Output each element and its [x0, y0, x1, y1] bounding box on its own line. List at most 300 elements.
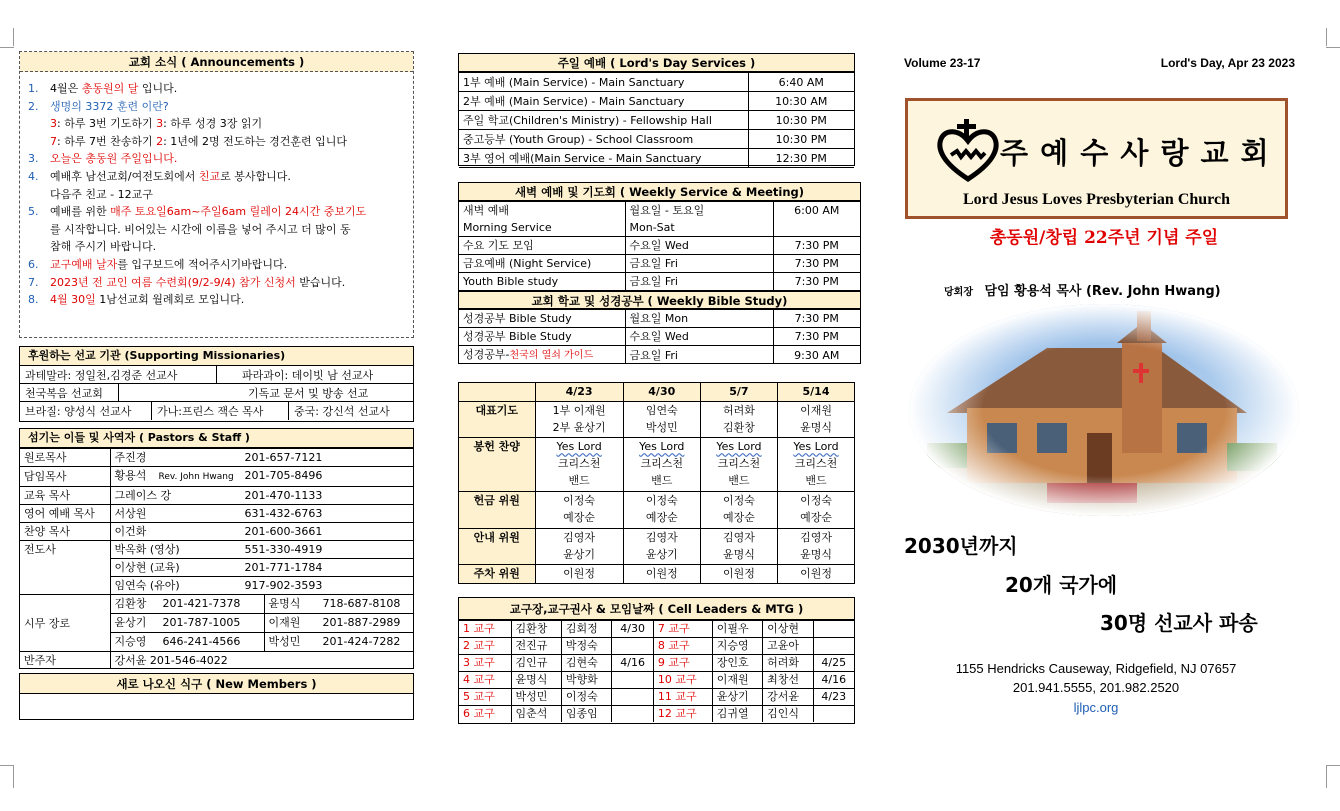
announcement-text: : 하루 7번 찬송하기 [57, 134, 157, 148]
cell-number: 10 교구 [653, 672, 712, 689]
service-name: 2부 예배 (Main Service) - Main Sanctuary [459, 92, 748, 111]
service-row [459, 92, 854, 111]
staff-row [20, 505, 413, 523]
duty-name: 이정숙 [645, 494, 678, 508]
vision-line-2: 20개 국가에 [1005, 573, 1118, 597]
staff-role: 원로목사 [20, 449, 110, 467]
cells-box [458, 597, 855, 724]
elder-name: 윤상기 [114, 616, 147, 629]
announcement-number: 1. [28, 82, 39, 95]
service-time: 6:40 AM [748, 73, 854, 92]
duty-name: 김영자 [645, 530, 678, 544]
weekly-day: 월요일 - 토요일 [625, 202, 773, 220]
duty-date: 4/30 [623, 383, 700, 401]
staff-row [20, 467, 413, 487]
service-row [459, 149, 854, 168]
bible-row [459, 328, 860, 346]
logo-korean-text: 주 예 수 사 랑 교 회 [1000, 136, 1270, 170]
duty-name: 예장순 [722, 511, 755, 525]
cell-leader: 박정숙 [561, 638, 611, 655]
service-name: 주일 학교(Children's Ministry) - Fellowship Hall [459, 111, 748, 130]
staff-name: 황용석 [114, 469, 147, 482]
elder-phone: 201-424-7282 [322, 635, 401, 648]
duty-name: 크리스천 [794, 457, 838, 471]
vision-line-3: 30명 선교사 파송 [1100, 611, 1258, 635]
staff-name: 서상원 [114, 507, 147, 520]
cell-meeting-date: 4/23 [813, 689, 854, 706]
weekly-table [459, 201, 860, 291]
cell-leader: 이정숙 [561, 689, 611, 706]
bible-time: 7:30 PM [773, 310, 860, 328]
duty-name: 김환창 [722, 420, 755, 434]
weekly-name: Morning Service [459, 219, 625, 237]
elder-entry [110, 614, 413, 633]
announcement-text: 오늘은 총동원 주일입니다. [50, 152, 178, 166]
announcement-item [20, 291, 413, 309]
staff-role: 찬양 목사 [20, 523, 110, 541]
elder-name: 지승영 [114, 635, 147, 648]
duty-date: 5/14 [778, 383, 854, 401]
cell-meeting-date [612, 638, 654, 655]
duty-cell [778, 492, 854, 528]
missionary-literature: 기독교 문서 및 방송 선교 [248, 387, 369, 400]
duty-box [458, 382, 855, 584]
duty-name: 크리스천 [557, 457, 601, 471]
duty-name: 크리스천 [640, 457, 684, 471]
announcement-item [20, 256, 413, 274]
announcement-text: 1남선교회 월례회로 모입니다. [95, 293, 245, 307]
elder-name: 박성민 [268, 635, 301, 648]
announcement-number: 8. [28, 293, 39, 307]
announcement-text: : 하루 성경 3장 읽기 [163, 117, 263, 131]
lords-day-table [459, 72, 854, 168]
announcement-text: 3 [156, 117, 164, 131]
cell-leader: 김인규 [511, 655, 561, 672]
weekly-title: 새벽 예배 및 기도회 ( Weekly Service & Meeting) [459, 183, 860, 201]
duty-name: 이원정 [800, 567, 832, 581]
announcement-number: 5. [28, 205, 39, 219]
staff-phone: 201-470-1133 [244, 489, 323, 502]
cell-leader: 김현숙 [561, 655, 611, 672]
cell-meeting-date: 4/25 [813, 655, 854, 672]
cell-number: 2 교구 [459, 638, 511, 655]
duty-name: 김영자 [800, 530, 832, 544]
announcement-item [20, 98, 413, 116]
staff-table [20, 448, 413, 669]
weekly-box [458, 182, 861, 364]
elder-phone: 646-241-4566 [162, 635, 241, 648]
staff-box [19, 428, 414, 669]
bible-time: 7:30 PM [773, 328, 860, 346]
cell-row [459, 672, 854, 689]
sexton-row [20, 652, 413, 670]
announcement-text: 4월 30일 [50, 293, 96, 307]
duty-cell [535, 492, 623, 528]
cell-leader: 윤상기 [712, 689, 762, 706]
logo-english-name: Lord Jesus Loves Presbyterian Church [963, 191, 1230, 208]
missionaries-title: 후원하는 선교 기관 (Supporting Missionaries) [20, 347, 413, 366]
announcement-text: 2023년 전 교인 여름 수련회(9/2-9/4) 참가 신청서 [50, 275, 296, 289]
announcement-text: 매주 토요일6am~주일6am 릴레이 24시간 중보기도 [110, 205, 367, 219]
cells-title: 교구장,교구권사 & 모임날짜 ( Cell Leaders & MTG ) [459, 598, 854, 620]
duty-name: 이원정 [563, 567, 596, 581]
weekly-row [459, 202, 860, 220]
church-address: 1155 Hendricks Causeway, Ridgefield, NJ 07657 [955, 661, 1237, 676]
evangelist-entry [110, 541, 413, 559]
bible-study-title: 교회 학교 및 성경공부 ( Weekly Bible Study) [459, 291, 860, 309]
heart-cross-logo-icon [933, 117, 1003, 189]
service-name: 중고등부 (Youth Group) - School Classroom [459, 130, 748, 149]
staff-title: 섬기는 이들 및 사역자 ( Pastors & Staff ) [20, 429, 413, 448]
missionaries-box [19, 346, 414, 422]
duty-date: 4/23 [535, 383, 623, 401]
evangelist-phone: 551-330-4919 [244, 543, 323, 556]
staff-phone: 631-432-6763 [244, 507, 323, 520]
staff-entry [110, 523, 413, 541]
announcement-text: 받습니다. [295, 275, 346, 289]
cell-number: 7 교구 [653, 621, 712, 638]
announcement-item [20, 203, 413, 221]
pastor-line [944, 280, 1221, 299]
cell-number: 4 교구 [459, 672, 511, 689]
announcement-text: 예배를 위한 [50, 205, 111, 219]
anniversary-title: 총동원/창립 22주년 기념 주일 [989, 228, 1219, 248]
bible-name: 성경공부 Bible Study [459, 310, 625, 328]
duty-name: 1부 이재원 [552, 403, 606, 417]
duty-cell [623, 438, 700, 492]
duty-name: 김영자 [563, 530, 596, 544]
duty-name: 예장순 [645, 511, 678, 525]
new-members-title: 새로 나오신 식구 ( New Members ) [20, 674, 413, 694]
staff-name: 이건화 [114, 525, 147, 538]
elder-phone: 201-421-7378 [162, 597, 241, 610]
cell-meeting-date: 4/16 [813, 672, 854, 689]
evangelist-name: 박옥화 (영상) [114, 543, 180, 556]
bible-day: 수요일 Wed [625, 328, 773, 346]
duty-row [459, 401, 854, 437]
cell-meeting-date [813, 706, 854, 723]
bible-day: 금요일 Fri [625, 346, 773, 365]
cell-number: 3 교구 [459, 655, 511, 672]
announcement-text: 교구예배 날자 [50, 257, 118, 271]
duty-cell [623, 492, 700, 528]
duty-label: 봉헌 찬양 [459, 438, 535, 492]
lords-day-title: 주일 예배 ( Lord's Day Services ) [459, 54, 854, 72]
service-row [459, 111, 854, 130]
church-phone: 201.941.5555, 201.982.2520 [1012, 680, 1180, 695]
cell-leader: 김인식 [763, 706, 813, 723]
duty-row [459, 438, 854, 492]
cell-row [459, 706, 854, 723]
church-website-link[interactable]: ljlpc.org [1073, 700, 1119, 715]
duty-label: 주차 위원 [459, 565, 535, 583]
cell-leader: 김환창 [511, 621, 561, 638]
announcement-item [20, 274, 413, 292]
duty-header-row [459, 383, 854, 401]
announcement-text: 생명의 3372 훈련 이란? [50, 99, 169, 113]
duty-name: Yes Lord [793, 440, 839, 454]
staff-phone: 201-600-3661 [244, 525, 323, 538]
staff-entry [110, 467, 413, 487]
bible-row [459, 310, 860, 328]
duty-row [459, 528, 854, 564]
staff-name: 주진경 [114, 451, 147, 464]
announcement-text: 를 입구보드에 적어주시기바랍니다. [117, 257, 288, 271]
duty-name: Yes Lord [639, 440, 685, 454]
evangelist-phone: 917-902-3593 [244, 579, 323, 592]
announcements-box [19, 51, 414, 338]
announcement-number: 7. [28, 275, 39, 289]
elder-phone: 201-887-2989 [322, 616, 401, 629]
evangelist-name: 임연숙 (유아) [114, 579, 180, 592]
duty-date: 5/7 [700, 383, 777, 401]
duty-cell [778, 401, 854, 437]
cell-leader: 박성민 [511, 689, 561, 706]
sexton-entry: 강서윤 201-546-4022 [110, 652, 413, 670]
weekly-day: 금요일 Fri [625, 255, 773, 273]
service-name: 1부 예배 (Main Service) - Main Sanctuary [459, 73, 748, 92]
duty-name: 예장순 [563, 511, 596, 525]
date-label: Lord's Day, Apr 23 2023 [1160, 56, 1295, 70]
announcement-text: : 1년에 2명 전도하는 경건훈련 입니다 [163, 134, 348, 148]
elder-role: 시무 장로 [20, 595, 110, 652]
announcement-text: 로 봉사합니다. [220, 169, 291, 183]
duty-table [459, 383, 854, 583]
announcement-item [20, 133, 413, 151]
duty-name: Yes Lord [716, 440, 762, 454]
cell-row [459, 689, 854, 706]
evangelist-entry [110, 559, 413, 577]
service-time: 10:30 AM [748, 92, 854, 111]
cell-meeting-date: 4/16 [612, 655, 654, 672]
duty-name: 밴드 [728, 474, 750, 488]
cell-leader: 박향화 [561, 672, 611, 689]
weekly-time: 6:00 AM [773, 202, 860, 220]
staff-role: 담임목사 [20, 467, 110, 487]
cells-table [459, 620, 854, 722]
cell-meeting-date [813, 621, 854, 638]
missionary-guatemala: 과테말라: 정일천,김경준 선교사 [25, 369, 178, 382]
announcement-number: 6. [28, 257, 39, 271]
announcement-text: 다음주 친교 - 12교구 [50, 187, 153, 201]
weekly-day: 수요일 Wed [625, 237, 773, 255]
announcements-list [20, 72, 413, 309]
duty-row [459, 492, 854, 528]
weekly-time [773, 219, 860, 237]
bible-name-guide: 천국의 열쇠 가이드 [509, 350, 594, 361]
duty-cell [623, 401, 700, 437]
duty-cell [623, 528, 700, 564]
cell-meeting-date [612, 672, 654, 689]
duty-cell [535, 401, 623, 437]
weekly-row [459, 255, 860, 273]
announcement-number: 3. [28, 152, 39, 166]
cell-row [459, 621, 854, 638]
duty-cell [535, 565, 623, 583]
bible-row [459, 346, 860, 365]
pastor-name: 담임 황용석 목사 (Rev. John Hwang) [984, 284, 1221, 299]
cell-leader: 이재원 [712, 672, 762, 689]
announcement-item [20, 221, 413, 239]
announcement-text: 친교 [198, 169, 221, 183]
announcements-title: 교회 소식 ( Announcements ) [20, 52, 413, 72]
pastor-prefix: 당회장 [944, 287, 973, 298]
evangelist-entry [110, 577, 413, 595]
announcement-text: 참해 주시기 바랍니다. [50, 240, 157, 254]
duty-name: 밴드 [568, 474, 590, 488]
duty-label: 대표기도 [459, 401, 535, 437]
announcement-number: 2. [28, 99, 39, 113]
cell-leader: 허려화 [763, 655, 813, 672]
duty-cell [778, 528, 854, 564]
announcement-item [20, 150, 413, 168]
cell-number: 6 교구 [459, 706, 511, 723]
weekly-time: 7:30 PM [773, 255, 860, 273]
weekly-day: 금요일 Fri [625, 273, 773, 291]
elder-phone: 718-687-8108 [322, 597, 401, 610]
lords-day-box [458, 53, 855, 166]
staff-entry [110, 505, 413, 523]
cell-number: 5 교구 [459, 689, 511, 706]
missionary-china: 중국: 강신석 선교사 [294, 405, 390, 418]
evangelist-name: 이상현 (교육) [114, 561, 180, 574]
cell-meeting-date [612, 689, 654, 706]
service-row [459, 130, 854, 149]
cell-number: 1 교구 [459, 621, 511, 638]
weekly-time: 7:30 PM [773, 237, 860, 255]
church-photo [907, 303, 1301, 517]
duty-cell [700, 492, 777, 528]
duty-name: 윤명식 [800, 547, 832, 561]
duty-cell [700, 565, 777, 583]
cell-leader: 이필우 [712, 621, 762, 638]
staff-phone: 201-657-7121 [244, 451, 323, 464]
cell-leader: 이상현 [763, 621, 813, 638]
elder-name: 윤명식 [268, 597, 301, 610]
staff-row [20, 487, 413, 505]
service-time: 12:30 PM [748, 149, 854, 168]
duty-label: 헌금 위원 [459, 492, 535, 528]
duty-name: 이정숙 [800, 494, 832, 508]
weekly-name: 수요 기도 모임 [459, 237, 625, 255]
vision-line-1: 2030년까지 [904, 534, 1018, 558]
duty-name: 윤상기 [563, 547, 596, 561]
weekly-name: Youth Bible study [459, 273, 625, 291]
cell-leader: 지승영 [712, 638, 762, 655]
elder-entry [110, 595, 413, 614]
missionary-gospel: 천국복음 선교회 [25, 387, 103, 400]
duty-cell [778, 438, 854, 492]
announcement-text: 2 [156, 134, 164, 148]
missionary-brazil: 브라질: 양성식 선교사 [25, 405, 132, 418]
volume-label: Volume 23-17 [904, 56, 981, 70]
duty-name: 윤명식 [722, 547, 755, 561]
cell-leader: 김귀열 [712, 706, 762, 723]
cell-meeting-date [813, 638, 854, 655]
bible-study-table [459, 309, 860, 364]
duty-cell [778, 565, 854, 583]
elder-name: 이재원 [268, 616, 301, 629]
duty-name: 예장순 [800, 511, 832, 525]
duty-name: 2부 윤상기 [552, 420, 606, 434]
staff-name: 그레이스 강 [114, 489, 172, 502]
evangelist-phone: 201-771-1784 [244, 561, 323, 574]
staff-row [20, 449, 413, 467]
announcement-text: 3 [50, 117, 57, 131]
weekly-time: 7:30 PM [773, 273, 860, 291]
cell-row [459, 638, 854, 655]
duty-name: 크리스천 [717, 457, 761, 471]
staff-entry [110, 449, 413, 467]
announcement-text: 4월은 [50, 82, 82, 95]
weekly-name: 새벽 예배 [459, 202, 625, 220]
duty-name: 이원정 [645, 567, 678, 581]
cell-number: 9 교구 [653, 655, 712, 672]
announcement-text: 를 시작합니다. 비어있는 시간에 이름을 넣어 주시고 더 많이 동 [50, 222, 351, 236]
elder-row [20, 595, 413, 614]
announcement-text: 7 [50, 134, 57, 148]
evangelist-role: 전도사 [20, 541, 110, 595]
evangelist-row [20, 541, 413, 559]
duty-cell [700, 401, 777, 437]
announcement-item [20, 115, 413, 133]
duty-name: 김영자 [722, 530, 755, 544]
duty-cell [623, 565, 700, 583]
announcement-text: 총동원의 달 [81, 82, 139, 95]
staff-row [20, 523, 413, 541]
duty-name: 허려화 [722, 403, 755, 417]
announcement-item [20, 168, 413, 186]
cell-leader: 전진규 [511, 638, 561, 655]
sexton-role: 반주자 [20, 652, 110, 670]
cell-leader: 최창선 [763, 672, 813, 689]
cell-leader: 장인호 [712, 655, 762, 672]
duty-row [459, 565, 854, 583]
duty-name: 윤상기 [645, 547, 678, 561]
missionary-paraguay: 파라과이: 데이빗 남 선교사 [242, 369, 374, 382]
cell-leader: 임종임 [561, 706, 611, 723]
service-time: 10:30 PM [748, 130, 854, 149]
announcement-text: 입니다. [138, 82, 178, 95]
announcement-number: 4. [28, 169, 39, 183]
duty-cell [535, 438, 623, 492]
bible-day: 월요일 Mon [625, 310, 773, 328]
duty-label: 안내 위원 [459, 528, 535, 564]
duty-name: 밴드 [805, 474, 827, 488]
staff-entry [110, 487, 413, 505]
announcement-item [20, 238, 413, 256]
duty-name: 이원정 [722, 567, 755, 581]
staff-phone: 201-705-8496 [244, 469, 323, 482]
bible-name [459, 346, 625, 365]
elder-name: 김환창 [114, 597, 147, 610]
cell-meeting-date: 4/30 [612, 621, 654, 638]
bible-time: 9:30 AM [773, 346, 860, 365]
duty-name: 밴드 [651, 474, 673, 488]
staff-role: 교육 목사 [20, 487, 110, 505]
duty-name: 이정숙 [563, 494, 596, 508]
duty-cell [700, 528, 777, 564]
staff-name-en: Rev. John Hwang [158, 472, 234, 482]
cell-leader: 윤명식 [511, 672, 561, 689]
cell-meeting-date [612, 706, 654, 723]
weekly-name: 금요예배 (Night Service) [459, 255, 625, 273]
duty-name: 이재원 [800, 403, 832, 417]
new-members-box [19, 673, 414, 720]
weekly-day: Mon-Sat [625, 219, 773, 237]
duty-name: 윤명식 [800, 420, 832, 434]
cell-leader: 강서윤 [763, 689, 813, 706]
